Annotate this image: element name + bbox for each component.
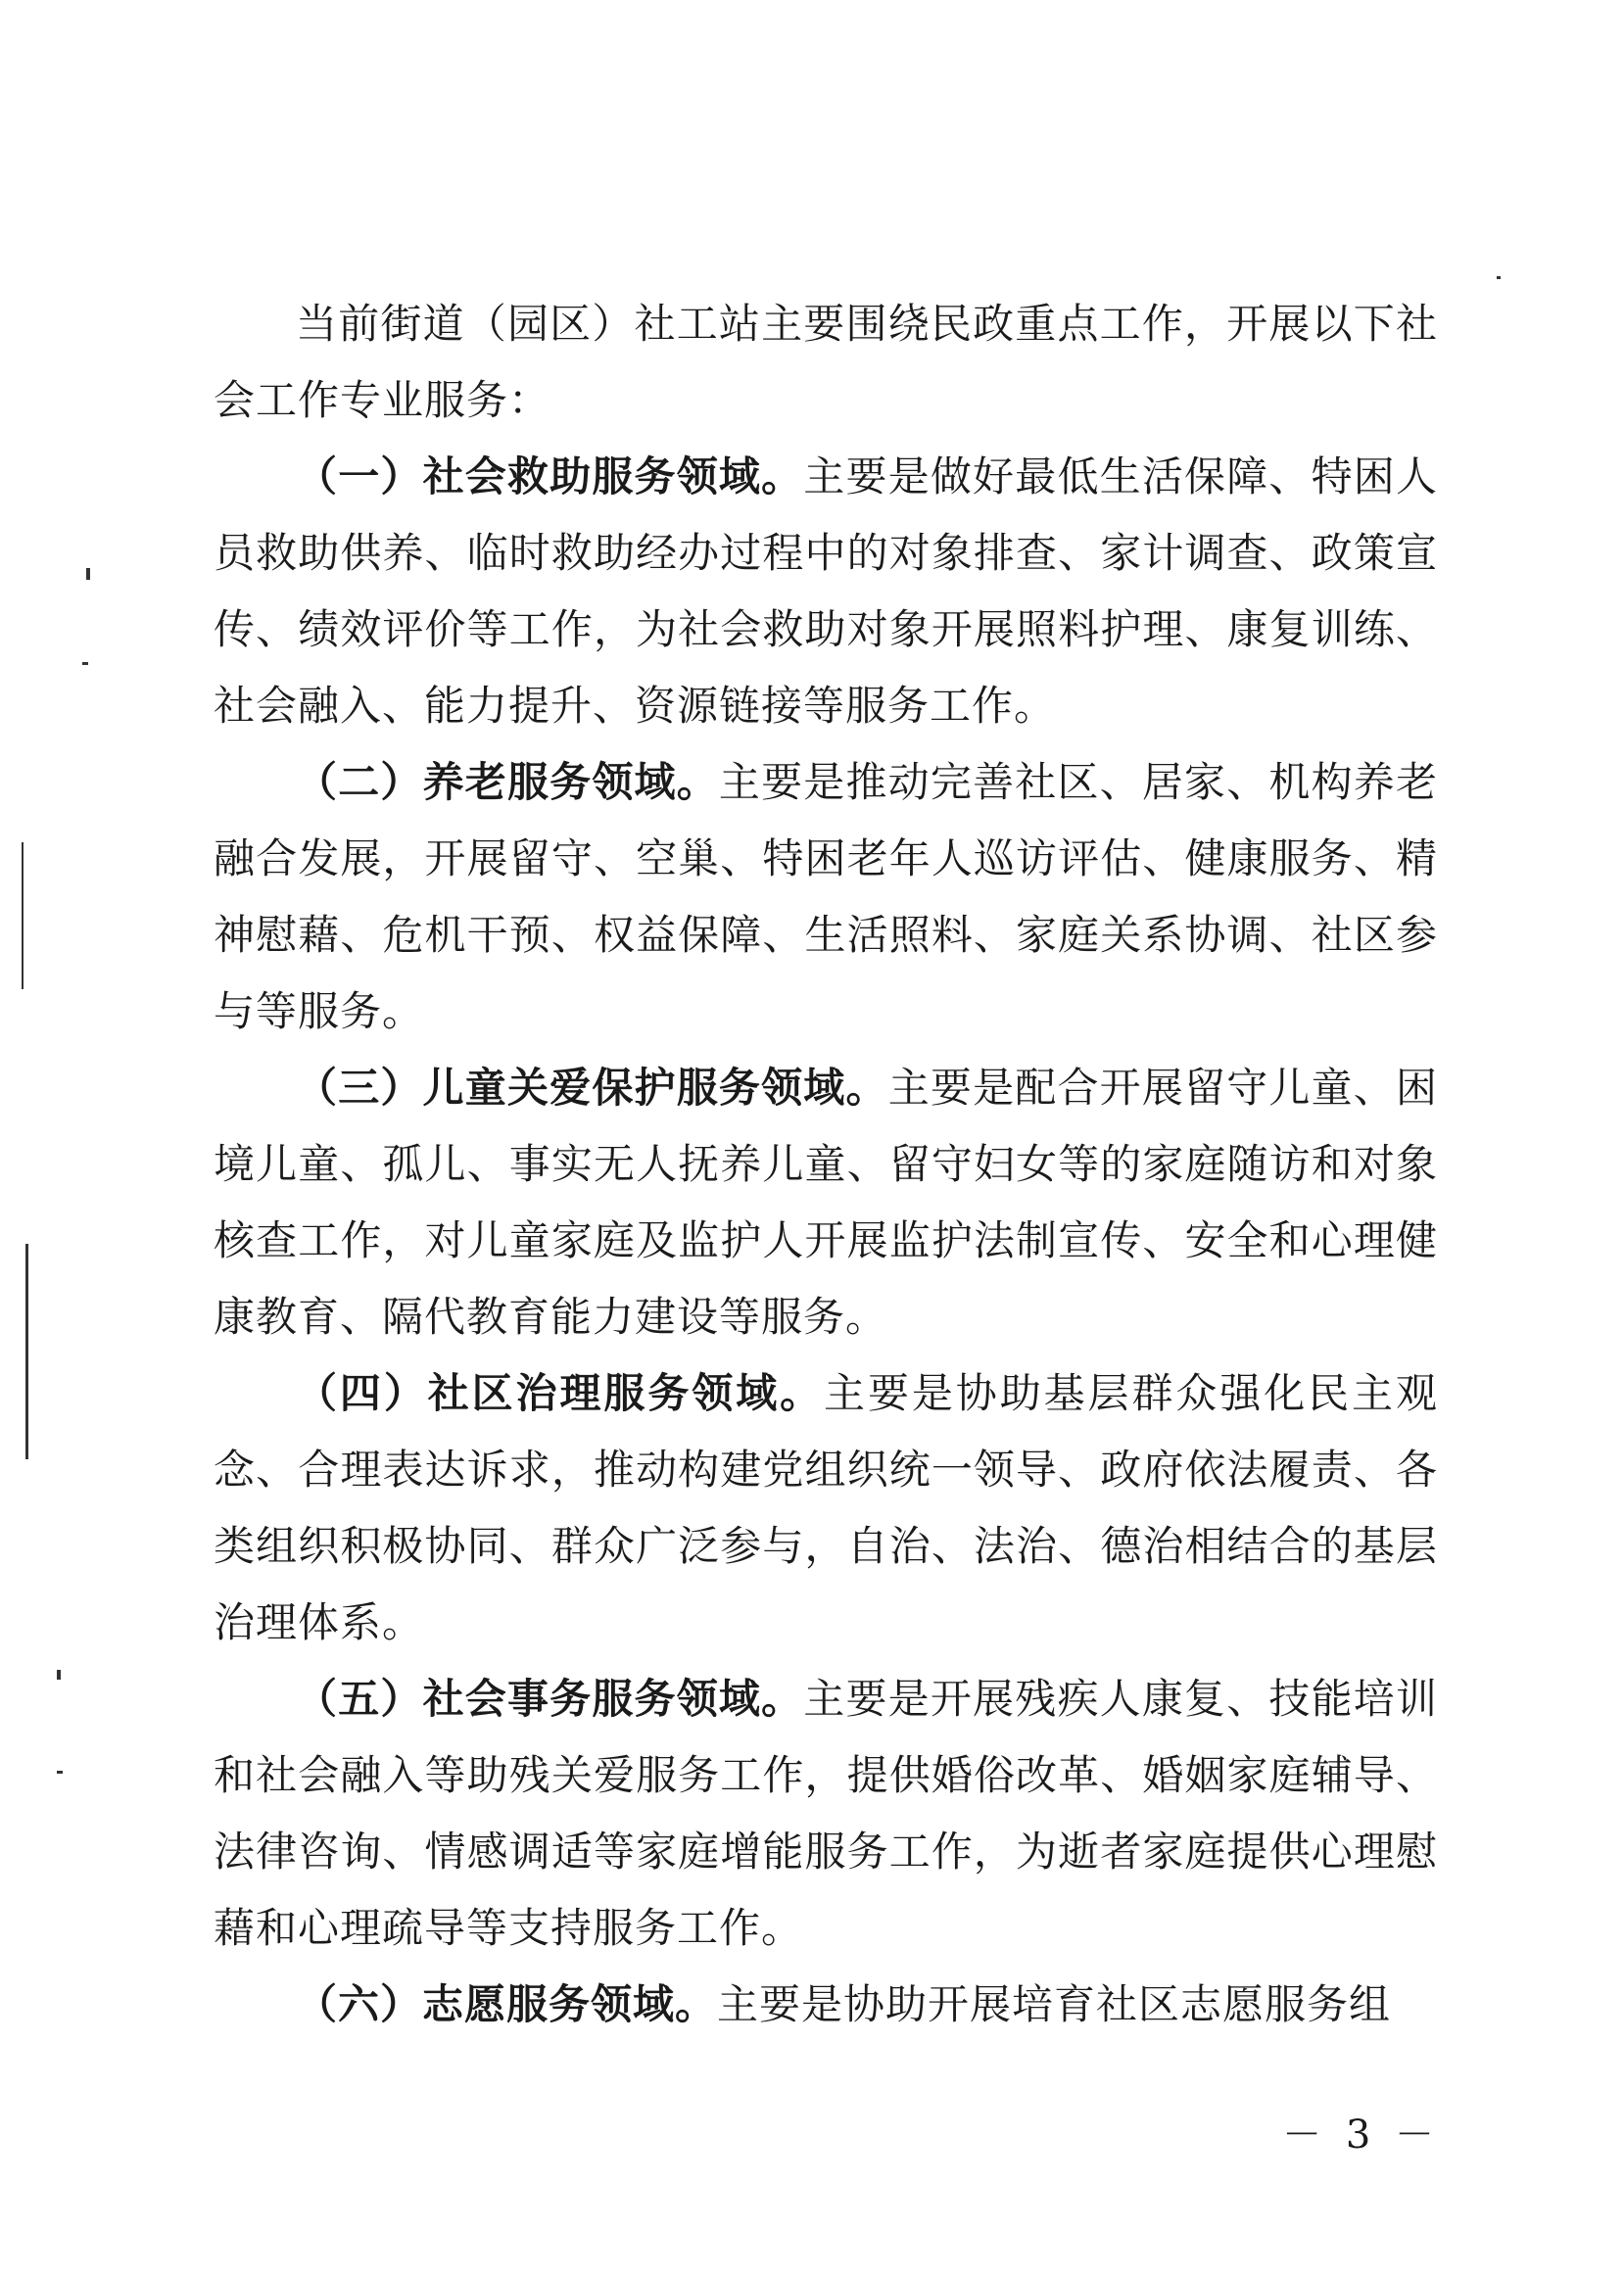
paragraph-heading: （二）养老服务领域。 <box>296 758 719 806</box>
scan-mark <box>86 568 90 580</box>
paragraph-social-assistance <box>214 439 1438 744</box>
paragraph-intro <box>214 286 1438 439</box>
paragraph-community-governance <box>214 1355 1438 1661</box>
paragraph-volunteer-service <box>214 1967 1438 2043</box>
paragraph-heading: （三）儿童关爱保护服务领域。 <box>296 1064 888 1112</box>
paragraph-text: 主要是做好最低生活保障、特困人员救助供养、临时救助经办过程中的对象排查、家计调查、政策宣传、绩效评价等工作，为社会救助对象开展照料护理、康复训练、社会融入、能力提升、资源链接等服务工作。 <box>214 452 1438 730</box>
page-number: － 3 － <box>1282 2113 1440 2158</box>
document-body <box>214 286 1438 2043</box>
paragraph-text: 主要是推动完善社区、居家、机构养老融合发展，开展留守、空巢、特困老年人巡访评估、健康服务、精神慰藉、危机干预、权益保障、生活照料、家庭关系协调、社区参与等服务。 <box>214 758 1438 1035</box>
scan-mark <box>57 1771 63 1774</box>
paragraph-social-affairs <box>214 1661 1438 1967</box>
paragraph-text: 主要是配合开展留守儿童、困境儿童、孤儿、事实无人抚养儿童、留守妇女等的家庭随访和对象核查工作，对儿童家庭及监护人开展监护法制宣传、安全和心理健康教育、隔代教育能力建设等服务。 <box>214 1064 1438 1341</box>
paragraph-heading: （一）社会救助服务领域。 <box>296 452 804 500</box>
paragraph-text: 主要是开展残疾人康复、技能培训和社会融入等助残关爱服务工作，提供婚俗改革、婚姻家庭辅导、法律咨询、情感调适等家庭增能服务工作，为逝者家庭提供心理慰藉和心理疏导等支持服务工作。 <box>214 1675 1438 1952</box>
paragraph-child-protection <box>214 1050 1438 1355</box>
paragraph-text: 主要是协助基层群众强化民主观念、合理表达诉求，推动构建党组织统一领导、政府依法履责、各类组织积极协同、群众广泛参与，自治、法治、德治相结合的基层治理体系。 <box>214 1369 1438 1646</box>
paragraph-text: 当前街道（园区）社工站主要围绕民政重点工作，开展以下社会工作专业服务： <box>214 300 1438 424</box>
scan-mark <box>57 1670 61 1680</box>
paragraph-heading: （四）社区治理服务领域。 <box>296 1369 825 1417</box>
scan-mark <box>22 842 24 989</box>
paragraph-heading: （六）志愿服务领域。 <box>296 1980 718 2028</box>
scan-mark <box>1497 276 1501 279</box>
scan-mark <box>25 1244 28 1459</box>
paragraph-heading: （五）社会事务服务领域。 <box>296 1675 804 1723</box>
scan-mark <box>82 662 88 665</box>
paragraph-elderly-care <box>214 744 1438 1050</box>
paragraph-text: 主要是协助开展培育社区志愿服务组 <box>717 1980 1392 2028</box>
